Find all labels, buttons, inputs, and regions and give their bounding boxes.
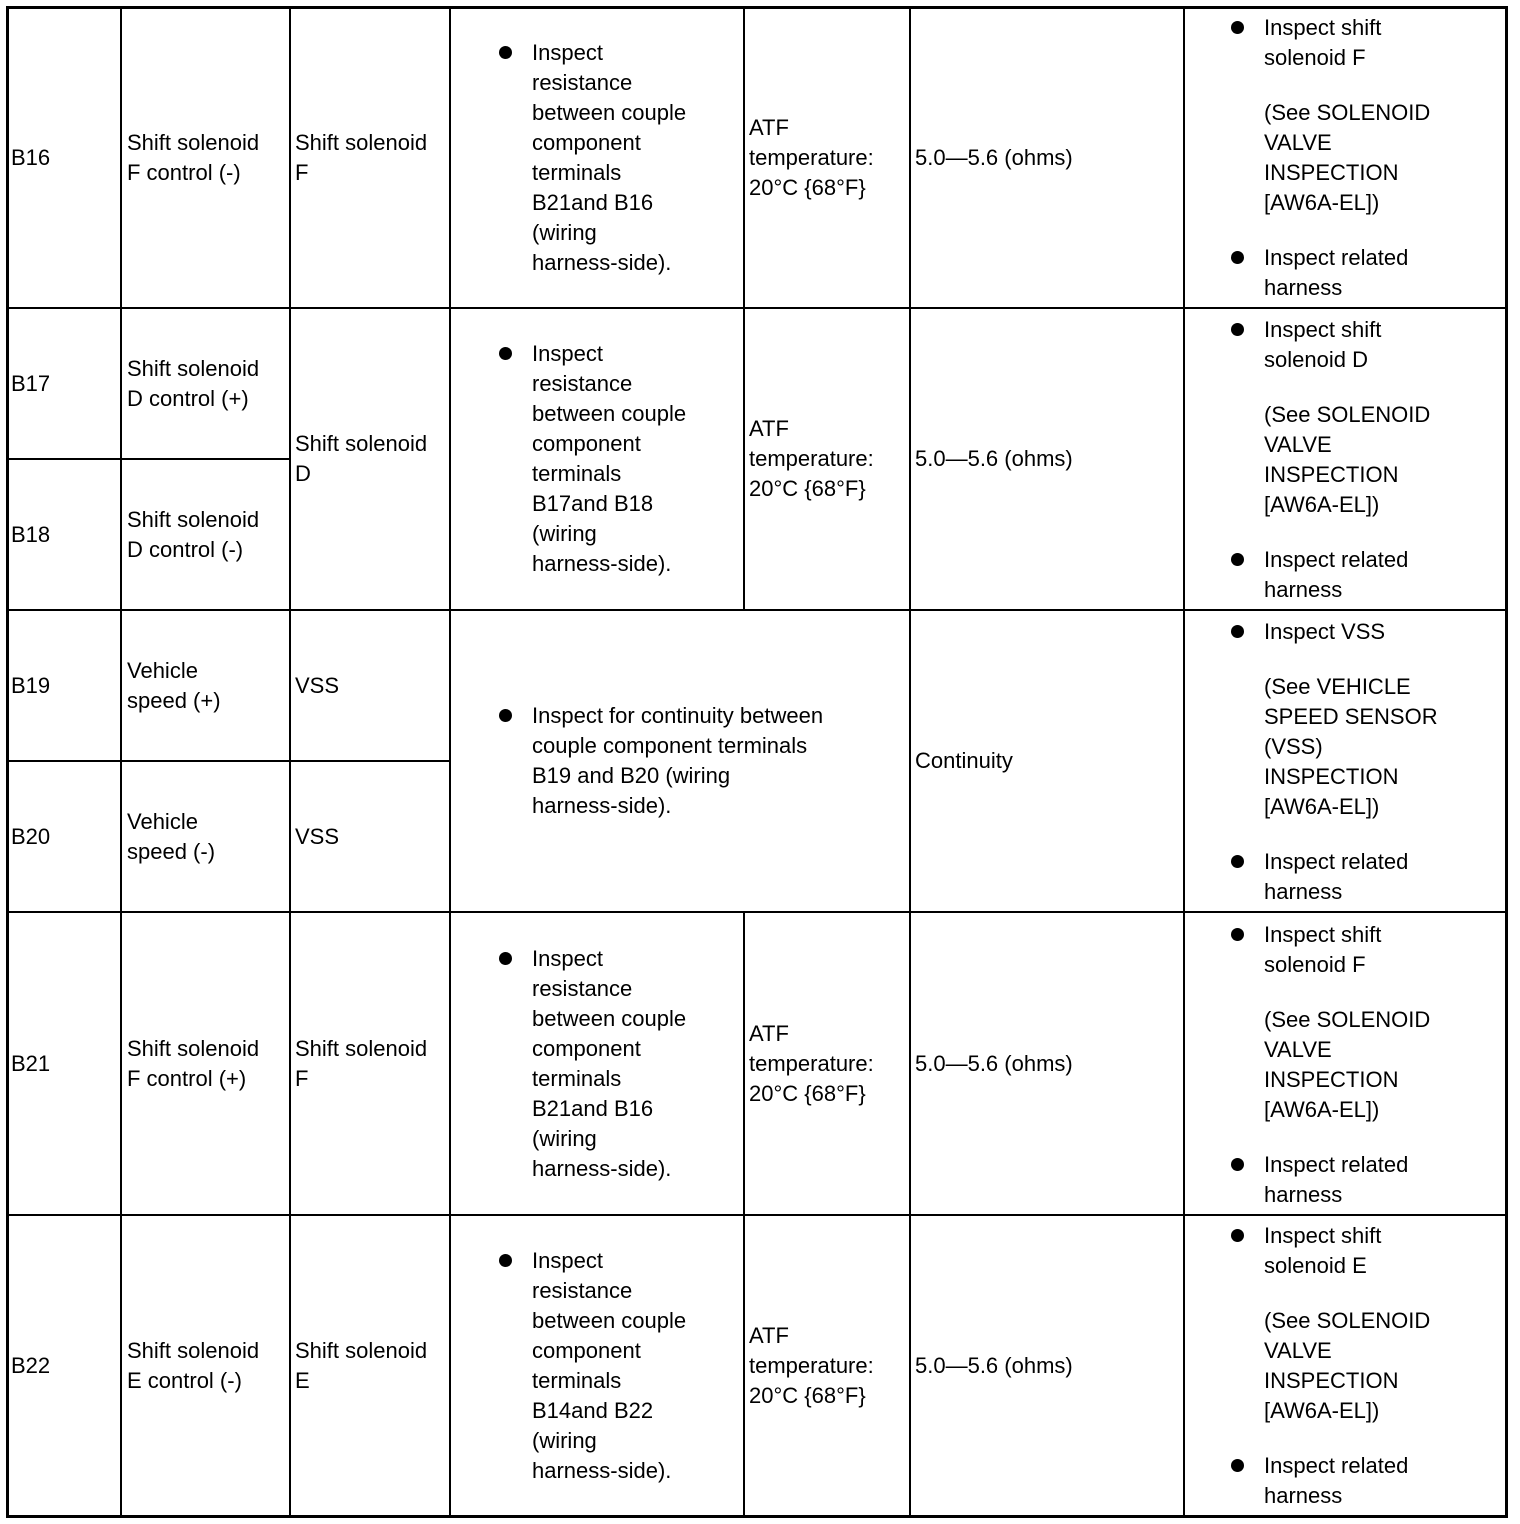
bullet-icon: [1231, 1158, 1244, 1171]
action-see-reference: (See SOLENOID VALVE INSPECTION [AW6A-EL]): [1264, 402, 1431, 517]
condition-cell: ATF temperature: 20°C {68°F}: [749, 1020, 874, 1106]
terminal-cell: B21: [11, 1050, 51, 1076]
signal-cell: Shift solenoid D control (-): [127, 506, 260, 562]
action-related: Inspect related harness: [1264, 245, 1409, 300]
bullet-icon: [499, 1254, 512, 1267]
condition-cell: ATF temperature: 20°C {68°F}: [749, 115, 874, 200]
spec-cell: Continuity: [915, 748, 1013, 773]
action-see-reference: (See SOLENOID VALVE INSPECTION [AW6A-EL]): [1264, 1308, 1431, 1423]
action-related: Inspect related harness: [1264, 1151, 1409, 1207]
spec-cell: 5.0—5.6 (ohms): [915, 1050, 1073, 1076]
spec-cell: 5.0—5.6 (ohms): [915, 1352, 1073, 1378]
terminal-cell: B16: [11, 145, 51, 170]
bullet-icon: [499, 952, 512, 965]
bullet-icon: [1231, 251, 1244, 264]
column-divider: [289, 6, 291, 1518]
bullet-icon: [499, 347, 512, 360]
procedure-cell: Inspect resistance between couple component terminals B17and B18 (wiring harness-side).: [532, 341, 687, 576]
action-see-reference: (See SOLENOID VALVE INSPECTION [AW6A-EL]): [1264, 100, 1431, 215]
procedure-cell: Inspect resistance between couple component terminals B21and B16 (wiring harness-side).: [532, 40, 687, 275]
bullet-icon: [1231, 1459, 1244, 1472]
column-divider: [120, 6, 122, 1518]
signal-cell: Shift solenoid F control (+): [127, 1035, 260, 1091]
component-cell: Shift solenoid D: [295, 431, 428, 486]
table-row: [11, 9, 120, 307]
spec-cell: 5.0—5.6 (ohms): [915, 446, 1073, 471]
component-cell: VSS: [295, 672, 340, 698]
bullet-icon: [1231, 21, 1244, 34]
procedure-cell: Inspect for continuity between couple component terminals B19 and B20 (wiring harness-side).: [532, 703, 824, 818]
action-see-reference: (See VEHICLE SPEED SENSOR (VSS) INSPECTION [AW6A-EL]): [1264, 674, 1438, 819]
action-inspect: Inspect shift solenoid F: [1264, 921, 1382, 977]
condition-cell: ATF temperature: 20°C {68°F}: [749, 1322, 874, 1408]
action-inspect: Inspect shift solenoid E: [1264, 1223, 1382, 1278]
terminal-cell: B20: [11, 823, 51, 849]
terminal-cell: B22: [11, 1352, 51, 1378]
component-cell: Shift solenoid E: [295, 1337, 428, 1393]
procedure-cell: Inspect resistance between couple component terminals B14and B22 (wiring harness-side).: [532, 1247, 687, 1483]
bullet-icon: [499, 46, 512, 59]
bullet-icon: [1231, 855, 1244, 868]
table-row: [11, 913, 120, 1214]
action-see-reference: (See SOLENOID VALVE INSPECTION [AW6A-EL]): [1264, 1006, 1431, 1122]
bullet-icon: [1231, 553, 1244, 566]
signal-cell: Vehicle speed (-): [127, 808, 216, 864]
terminal-cell: B18: [11, 521, 51, 547]
action-inspect: Inspect VSS: [1264, 619, 1386, 644]
signal-cell: Shift solenoid E control (-): [127, 1337, 260, 1393]
table-row: [11, 460, 120, 609]
table-row: [11, 611, 120, 760]
action-inspect: Inspect shift solenoid F: [1264, 15, 1382, 70]
bullet-icon: [499, 709, 512, 722]
terminal-cell: B19: [11, 672, 51, 698]
table-row: [11, 309, 120, 458]
action-related: Inspect related harness: [1264, 849, 1409, 904]
condition-cell: ATF temperature: 20°C {68°F}: [749, 416, 874, 501]
bullet-icon: [1231, 625, 1244, 638]
column-divider: [909, 6, 911, 1518]
column-divider: [449, 6, 451, 1518]
signal-cell: Shift solenoid D control (+): [127, 355, 260, 411]
component-cell: Shift solenoid F: [295, 1035, 428, 1091]
spec-cell: 5.0—5.6 (ohms): [915, 145, 1073, 170]
bullet-icon: [1231, 323, 1244, 336]
action-inspect: Inspect shift solenoid D: [1264, 317, 1382, 372]
procedure-cell: Inspect resistance between couple component terminals B21and B16 (wiring harness-side).: [532, 945, 687, 1181]
action-related: Inspect related harness: [1264, 547, 1409, 602]
bullet-icon: [1231, 928, 1244, 941]
table-row: [11, 1216, 120, 1515]
component-cell: VSS: [295, 823, 340, 849]
component-cell: Shift solenoid F: [295, 130, 428, 185]
bullet-icon: [1231, 1229, 1244, 1242]
signal-cell: Vehicle speed (+): [127, 657, 221, 713]
signal-cell: Shift solenoid F control (-): [127, 130, 260, 185]
action-related: Inspect related harness: [1264, 1453, 1409, 1508]
terminal-cell: B17: [11, 370, 51, 396]
table-row: [11, 762, 120, 911]
column-divider: [1183, 6, 1185, 1518]
